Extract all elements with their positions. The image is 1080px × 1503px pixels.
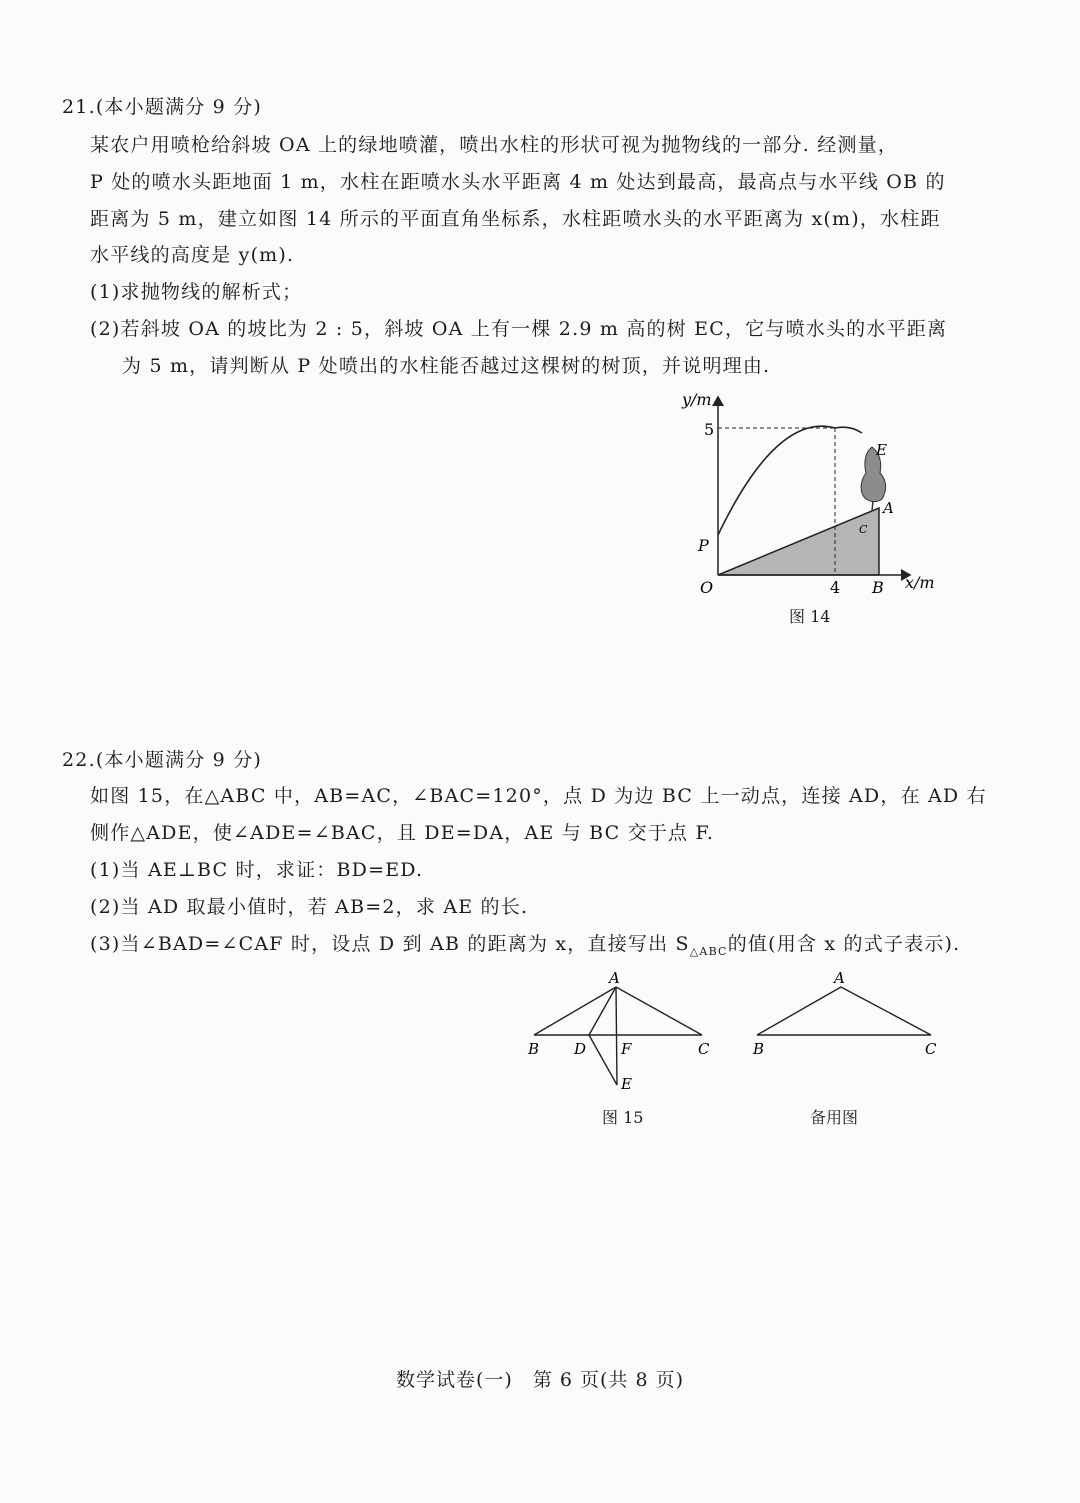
q22-part-1: (1)当 AE⊥BC 时，求证：BD=ED.: [90, 859, 424, 881]
label-x-axis: x/m: [905, 573, 935, 592]
q21-part-1: (1)求抛物线的解析式；: [90, 281, 303, 303]
figure-14: [660, 385, 950, 605]
figure-backup-caption: 备用图: [810, 1108, 859, 1127]
footer-page: 第 6 页(共 8 页): [532, 1369, 684, 1391]
backup-label-C: C: [925, 1040, 937, 1058]
fig15-label-A: A: [609, 969, 620, 987]
label-5: 5: [704, 420, 715, 439]
fig15-label-E: E: [621, 1075, 632, 1093]
q21-line-4: 水平线的高度是 y(m).: [90, 244, 295, 266]
q21-part-2-line-2: 为 5 m，请判断从 P 处喷出的水柱能否越过这棵树的树顶，并说明理由.: [122, 355, 771, 377]
q22-line-1: 如图 15，在△ABC 中，AB=AC，∠BAC=120°，点 D 为边 BC 上一动点，连接 AD，在 AD 右: [90, 785, 987, 807]
q21-title: 21.(本小题满分 9 分): [62, 96, 263, 118]
q21-line-2: P 处的喷水头距地面 1 m，水柱在距喷水头水平距离 4 m 处达到最高，最高点与水平线 OB 的: [90, 171, 946, 193]
label-y-axis: y/m: [682, 390, 712, 409]
label-C: C: [859, 523, 868, 536]
q22-part-3-post: 的值(用含 x 的式子表示).: [727, 933, 961, 955]
fig15-label-C: C: [698, 1040, 710, 1058]
fig15-label-D: D: [574, 1040, 587, 1058]
q22-title: 22.(本小题满分 9 分): [62, 749, 263, 771]
fig15-label-B: B: [528, 1040, 540, 1058]
water-parabola: [718, 426, 862, 535]
label-P: P: [698, 536, 709, 555]
label-E: E: [876, 441, 887, 459]
backup-label-B: B: [753, 1040, 765, 1058]
figure-14-caption: 图 14: [789, 607, 831, 626]
tree-trunk: [872, 501, 873, 511]
footer-subject: 数学试卷(一): [396, 1369, 513, 1391]
page-footer: [0, 1365, 1080, 1392]
backup-label-A: A: [834, 969, 845, 987]
label-B: B: [872, 578, 884, 597]
label-O: O: [700, 578, 714, 597]
q21-line-3: 距离为 5 m，建立如图 14 所示的平面直角坐标系，水柱距喷水头的水平距离为 x(m)，水柱距: [90, 208, 941, 230]
figure-15: [520, 965, 720, 1095]
figure-backup: [745, 965, 945, 1065]
q22-part-2: (2)当 AD 取最小值时，若 AB=2，求 AE 的长.: [90, 896, 529, 918]
label-4: 4: [830, 578, 841, 597]
q22-part-3: [90, 932, 960, 964]
q21-part-2-line-1: (2)若斜坡 OA 的坡比为 2 : 5，斜坡 OA 上有一棵 2.9 m 高的树 EC，它与喷水头的水平距离: [90, 318, 948, 340]
slope-triangle: [718, 508, 879, 575]
q22-line-2: 侧作△ADE，使∠ADE=∠BAC，且 DE=DA，AE 与 BC 交于点 F.: [90, 822, 715, 844]
figure-15-caption: 图 15: [602, 1108, 644, 1127]
label-A: A: [883, 499, 894, 517]
fig15-label-F: F: [621, 1040, 632, 1058]
q22-part-3-sub: △ABC: [689, 944, 728, 958]
q22-part-3-pre: (3)当∠BAD=∠CAF 时，设点 D 到 AB 的距离为 x，直接写出 S: [90, 933, 690, 955]
q21-line-1: 某农户用喷枪给斜坡 OA 上的绿地喷灌，喷出水柱的形状可视为抛物线的一部分. 经测量，: [90, 134, 899, 156]
